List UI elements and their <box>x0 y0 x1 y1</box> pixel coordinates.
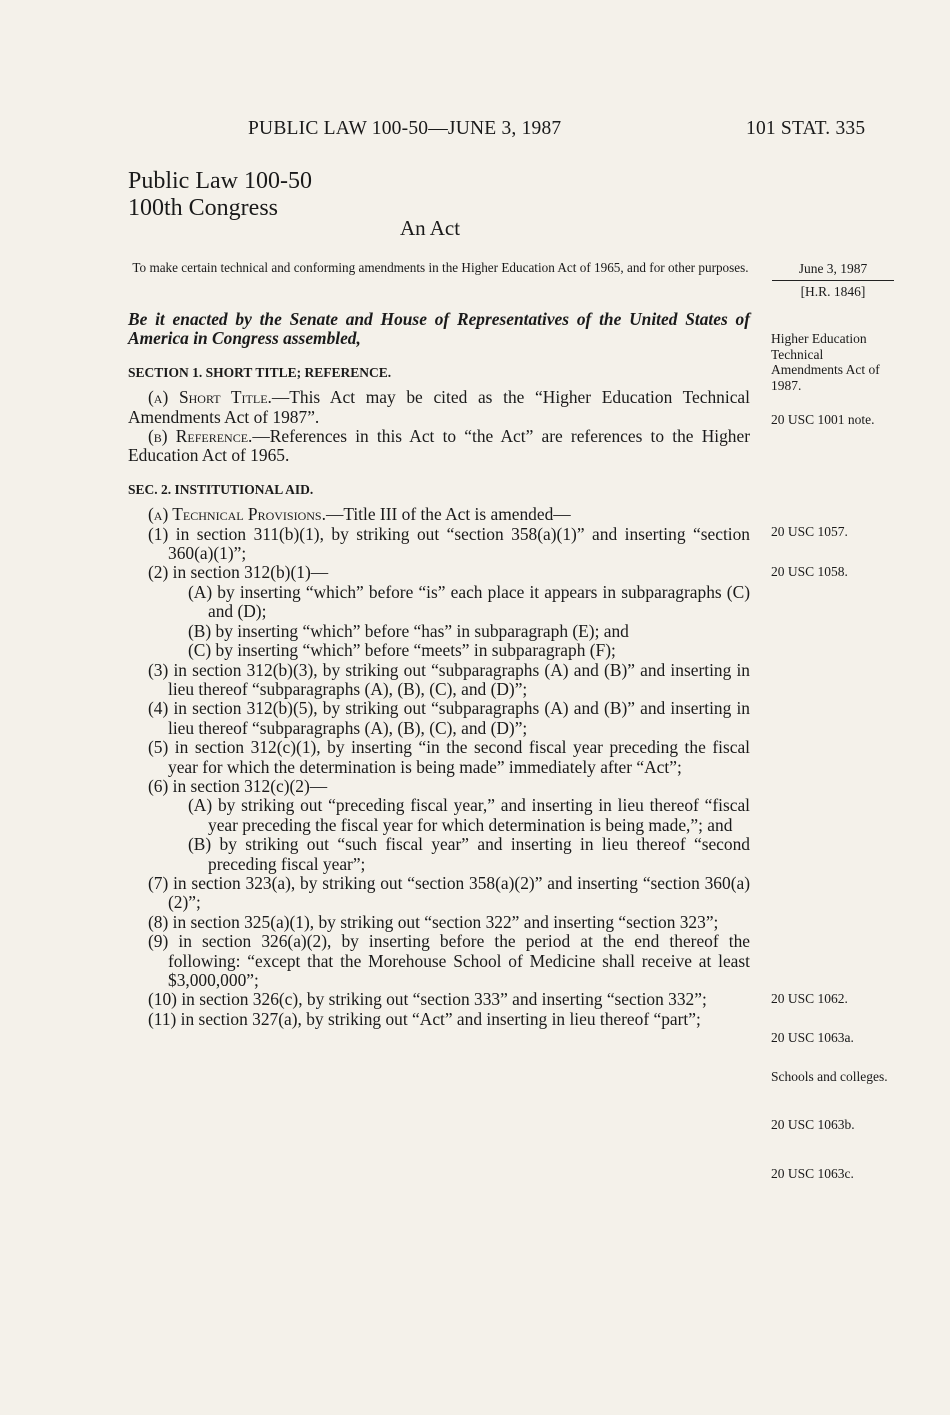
margin-note-usc-1058: 20 USC 1058. <box>771 564 848 579</box>
section-1-b <box>128 427 750 466</box>
margin-note-usc-1063c: 20 USC 1063c. <box>771 1166 854 1181</box>
enactment-date: June 3, 1987 <box>798 261 868 276</box>
paragraph-item: (2) in section 312(b)(1)— <box>148 562 329 583</box>
section-1-b-label: (b) Reference. <box>148 426 253 447</box>
congress-number: 100th Congress <box>128 195 278 221</box>
running-head-left: PUBLIC LAW 100-50—JUNE 3, 1987 <box>248 118 562 139</box>
running-head-page: 101 STAT. 335 <box>746 118 866 139</box>
margin-note-usc-1001: 20 USC 1001 note. <box>771 412 875 427</box>
purpose-clause: To make certain technical and conforming amendments in the Higher Education Act of 1965, and for other purposes. <box>132 260 749 275</box>
subparagraph-item: (B) by inserting “which” before “has” in subparagraph (E); and <box>188 620 629 641</box>
act-label: An Act <box>400 216 461 240</box>
margin-date-block <box>772 259 894 302</box>
subparagraph-item: (A) by striking out “preceding fiscal year,” and inserting in lieu thereof “fiscal year preceding the fiscal year for which determination is being made,”; and <box>188 795 750 835</box>
margin-note-schools: Schools and colleges. <box>771 1069 888 1084</box>
margin-note-usc-1063a: 20 USC 1063a. <box>771 1030 854 1045</box>
paragraph-item: (3) in section 312(b)(3), by striking out “subparagraphs (A) and (B)” and inserting in lieu thereof “subparagraphs (A), (B), (C), and (D)”; <box>148 659 750 699</box>
paragraph-item: (11) in section 327(a), by striking out “Act” and inserting in lieu thereof “part”; <box>148 1008 701 1029</box>
paragraph-item: (5) in section 312(c)(1), by inserting “in the second fiscal year preceding the fiscal year for which the determination is being made” immediately after “Act”; <box>148 737 750 777</box>
section-1-heading: SECTION 1. SHORT TITLE; REFERENCE. <box>128 364 392 380</box>
subparagraph-item: (A) by inserting “which” before “is” each place it appears in subparagraphs (C) and (D); <box>188 581 750 622</box>
section-2-heading: SEC. 2. INSTITUTIONAL AID. <box>128 481 314 497</box>
section-1-a-label: (a) Short Title. <box>148 387 272 408</box>
section-2-a-text: —Title III of the Act is amended— <box>325 504 571 525</box>
paragraph-item: (7) in section 323(a), by striking out “section 358(a)(2)” and inserting “section 360(a)(2)”; <box>148 872 750 913</box>
subparagraph-item: (C) by inserting “which” before “meets” in subparagraph (F); <box>188 640 616 661</box>
section-1-a-text: —This Act may be cited as the “Higher Education Technical Amendments Act of 1987”. <box>128 387 750 427</box>
paragraph-item: (6) in section 312(c)(2)— <box>148 775 328 796</box>
law-number: Public Law 100-50 <box>128 168 312 194</box>
margin-note-usc-1063b: 20 USC 1063b. <box>771 1117 855 1132</box>
section-1-a <box>128 388 750 427</box>
paragraph-item: (1) in section 311(b)(1), by striking out “section 358(a)(1)” and inserting “section 360(a)(1)”; <box>148 523 750 564</box>
law-title-block <box>128 168 312 222</box>
bill-number: [H.R. 1846] <box>800 284 866 299</box>
margin-note-usc-1062: 20 USC 1062. <box>771 991 848 1006</box>
paragraph-item: (10) in section 326(c), by striking out “section 333” and inserting “section 332”; <box>148 989 707 1010</box>
margin-note-short-title: Higher Education Technical Amendments Act of 1987. <box>771 331 880 393</box>
body-text <box>128 310 750 1029</box>
section-2-a <box>128 505 750 524</box>
section-2-a-label: (a) Technical Provisions. <box>148 504 326 525</box>
enacting-clause: Be it enacted by the Senate and House of Representatives of the United States of America in Congress assembled, <box>128 309 750 349</box>
paragraph-item: (9) in section 326(a)(2), by inserting before the period at the end thereof the following: “except that the Morehouse School of Medicine shall receive at least $3,000,000”; <box>148 931 750 990</box>
margin-note-usc-1057: 20 USC 1057. <box>771 524 848 539</box>
section-1-b-text: —References in this Act to “the Act” are references to the Higher Education Act of 1965. <box>128 426 750 466</box>
subparagraph-item: (B) by striking out “such fiscal year” and inserting in lieu thereof “second preceding fiscal year”; <box>188 834 750 874</box>
paragraph-item: (8) in section 325(a)(1), by striking out “section 322” and inserting “section 323”; <box>148 911 719 932</box>
paragraph-item: (4) in section 312(b)(5), by striking out “subparagraphs (A) and (B)” and inserting in lieu thereof “subparagraphs (A), (B), (C), and (D)”; <box>148 698 750 738</box>
margin-rule <box>772 280 894 281</box>
